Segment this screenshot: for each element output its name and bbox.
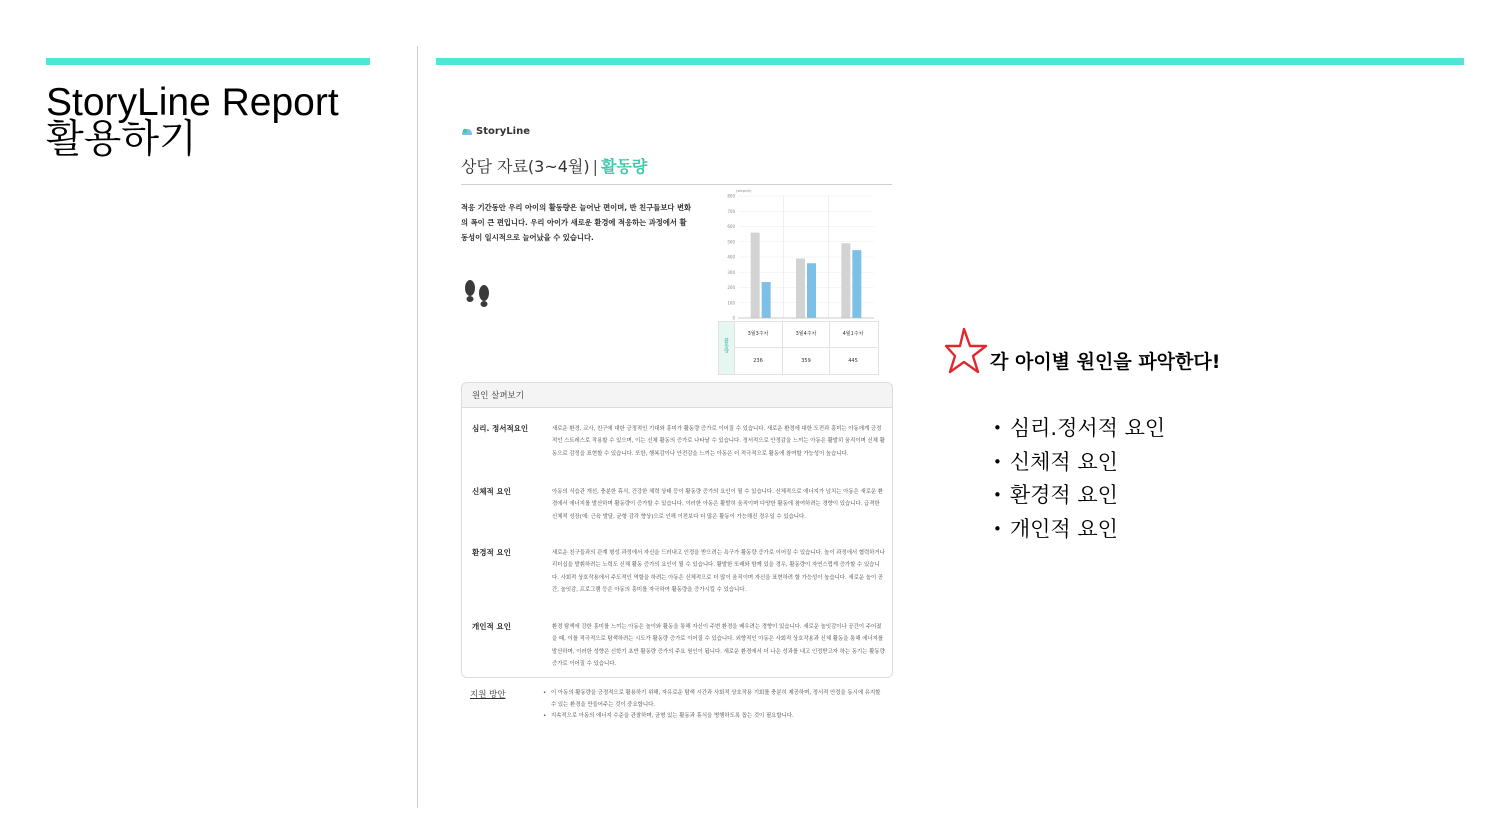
storyline-logo [461, 126, 530, 137]
vertical-divider [417, 46, 418, 808]
slide-title-line1: StoryLine Report [46, 81, 339, 124]
bar [841, 243, 850, 318]
bar [762, 282, 771, 318]
chart-data-table [718, 321, 879, 375]
right-accent-bar [436, 58, 1464, 65]
chart-table-row-label: 활동량 [723, 338, 729, 353]
y-tick-label: 0 [732, 315, 735, 321]
bar [796, 259, 805, 318]
y-tick-label: 400 [727, 254, 735, 260]
causes-panel [461, 382, 893, 678]
left-accent-bar [46, 58, 370, 65]
report-heading-main: 상담 자료(3~4월) [461, 157, 590, 176]
chart-table-column [734, 322, 781, 374]
slide-title [46, 81, 339, 161]
chart-table-row-header [719, 322, 734, 374]
y-tick-label: 700 [727, 208, 735, 214]
y-unit-label: (steps/h) [736, 189, 752, 193]
report-divider [461, 184, 892, 185]
y-tick-label: 200 [727, 285, 735, 290]
report-heading [461, 154, 647, 177]
report-heading-separator: | [592, 157, 599, 176]
bar [807, 263, 816, 318]
y-tick-label: 800 [727, 193, 735, 199]
chart-table-column [782, 322, 829, 374]
report-summary: 적응 기간동안 우리 아이의 활동량은 늘어난 편이며, 반 친구들보다 변화의 폭이 큰 편입니다. 우리 아이가 새로운 환경에 적응하는 과정에서 활동성이 일시적으로 늘어났을 수 있습니다. [461, 203, 692, 242]
chart-table-category: 4월1주차 [842, 331, 864, 337]
cause-text: 새로운 환경, 교사, 친구에 대한 긍정적인 기대와 흥미가 활동량 증가로 이어질 수 있습니다. 새로운 환경에 대한 도전과 흥미는 아동에게 긍정적인 스트레스로 작용할 수 있으며, 이는 신체 활동의 증가로 나타날 수 있습니다. 정서적으로 안정감을 느끼는 아동은 활발히 움직이며 신체 활동으로 감정을 표현할 수 있습니다. 또한, 행복감이나 안전감을 느끼는 아동은 더 적극적으로 활동에 참여할 가능성이 높습니다. [552, 426, 885, 457]
factor-item: • 개인적 요인 [993, 513, 1165, 547]
factor-item: • 환경적 요인 [993, 479, 1165, 513]
cause-text: 아동의 식습관 개선, 충분한 휴식, 건강한 체력 상태 등이 활동량 증가의 요인이 될 수 있습니다. 신체적으로 에너지가 넘치는 아동은 새로운 환경에서 에너지를 발산하며 활동량이 증가할 수 있습니다. 이러한 아동은 활발히 움직이며 다양한 활동에 참여하려는 경향이 있습니다. 급격한 신체적 성장(예: 근육 발달, 균형 감각 향상)으로 인해 이전보다 더 많은 활동이 가능해진 경우일 수 있습니다. [552, 489, 884, 520]
factor-list [993, 412, 1165, 546]
cause-label: 심리. 정서적요인 [472, 424, 529, 433]
y-tick-label: 300 [727, 269, 735, 275]
chart-table-category: 3월4주차 [795, 331, 817, 337]
logo-text: StoryLine [476, 126, 531, 137]
cause-label: 환경적 요인 [472, 548, 511, 557]
bar [852, 250, 861, 318]
report-heading-accent: 활동량 [601, 157, 648, 176]
star-icon [944, 326, 988, 374]
chart-table-value: 359 [801, 358, 811, 364]
cause-text: 환경 탐색에 강한 흥미를 느끼는 아동은 놀이와 활동을 통해 자신이 주변 환경을 배우려는 경향이 있습니다. 새로운 놀잇감이나 공간이 주어졌을 때, 이를 적극적으로 탐색하려는 시도가 활동량 증가로 이어질 수 있습니다. 외향적인 아동은 사회적 상호작용과 신체 활동을 통해 에너지를 발산하며, 이러한 성향은 신학기 초반 활동량 증가의 주요 원인이 됩니다. 새로운 환경에서 더 나은 성과를 내고 인정받고자 하는 동기는 활동량 증가로 이어질 수 있습니다. [552, 624, 885, 667]
y-tick-label: 100 [727, 300, 735, 306]
storyline-logo-icon [461, 127, 473, 136]
slide-title-line2: 활용하기 [46, 118, 197, 161]
cause-label: 개인적 요인 [472, 622, 511, 631]
y-tick-label: 600 [727, 224, 735, 229]
support-item: • 이 아동의 활동량을 긍정적으로 활용하기 위해, 자유로운 탐색 시간과 사회적 상호작용 기회를 충분히 제공하며, 정서적 안정을 동시에 유지할 수 있는 환경을 만들어주는 것이 중요합니다. [543, 688, 883, 711]
causes-title: 원인 살펴보기 [472, 391, 524, 401]
y-tick-label: 500 [727, 239, 735, 245]
bar [751, 233, 760, 318]
factor-item: • 심리.정서적 요인 [993, 412, 1165, 446]
support-item: • 지속적으로 아동의 에너지 수준을 관찰하며, 균형 있는 활동과 휴식을 병행하도록 돕는 것이 필요합니다. [543, 711, 883, 723]
callout-text: 각 아이별 원인을 파악한다! [990, 351, 1221, 373]
chart-table-value: 236 [753, 358, 763, 364]
support-list [543, 688, 883, 723]
chart-table-value: 445 [848, 358, 858, 364]
cause-text: 새로운 친구들과의 관계 형성 과정에서 자신을 드러내고 인정을 받으려는 욕구가 활동량 증가로 이어질 수 있습니다. 놀이 과정에서 협력하거나 리더십을 발휘하려는 노력도 신체 활동 증가의 요인이 될 수 있습니다. 활발한 또래와 함께 있을 경우, 활동량이 자연스럽게 증가할 수 있습니다. 사회적 상호작용에서 주도적인 역할을 하려는 아동은 신체적으로 더 많이 움직이며 자신을 표현하려 할 가능성이 높습니다. 새로운 놀이 공간, 놀잇감, 프로그램 등은 아동의 흥미를 자극하여 활동량을 증가시킬 수 있습니다. [552, 550, 885, 593]
support-label: 지원 방안 [470, 690, 506, 700]
cause-label: 신체적 요인 [472, 487, 511, 496]
chart-table-category: 3월3주차 [747, 331, 769, 337]
report-preview [440, 110, 920, 750]
chart-table-column [829, 322, 876, 374]
causes-panel-header [462, 383, 892, 408]
factor-item: • 신체적 요인 [993, 446, 1165, 480]
footprints-icon [461, 278, 495, 308]
